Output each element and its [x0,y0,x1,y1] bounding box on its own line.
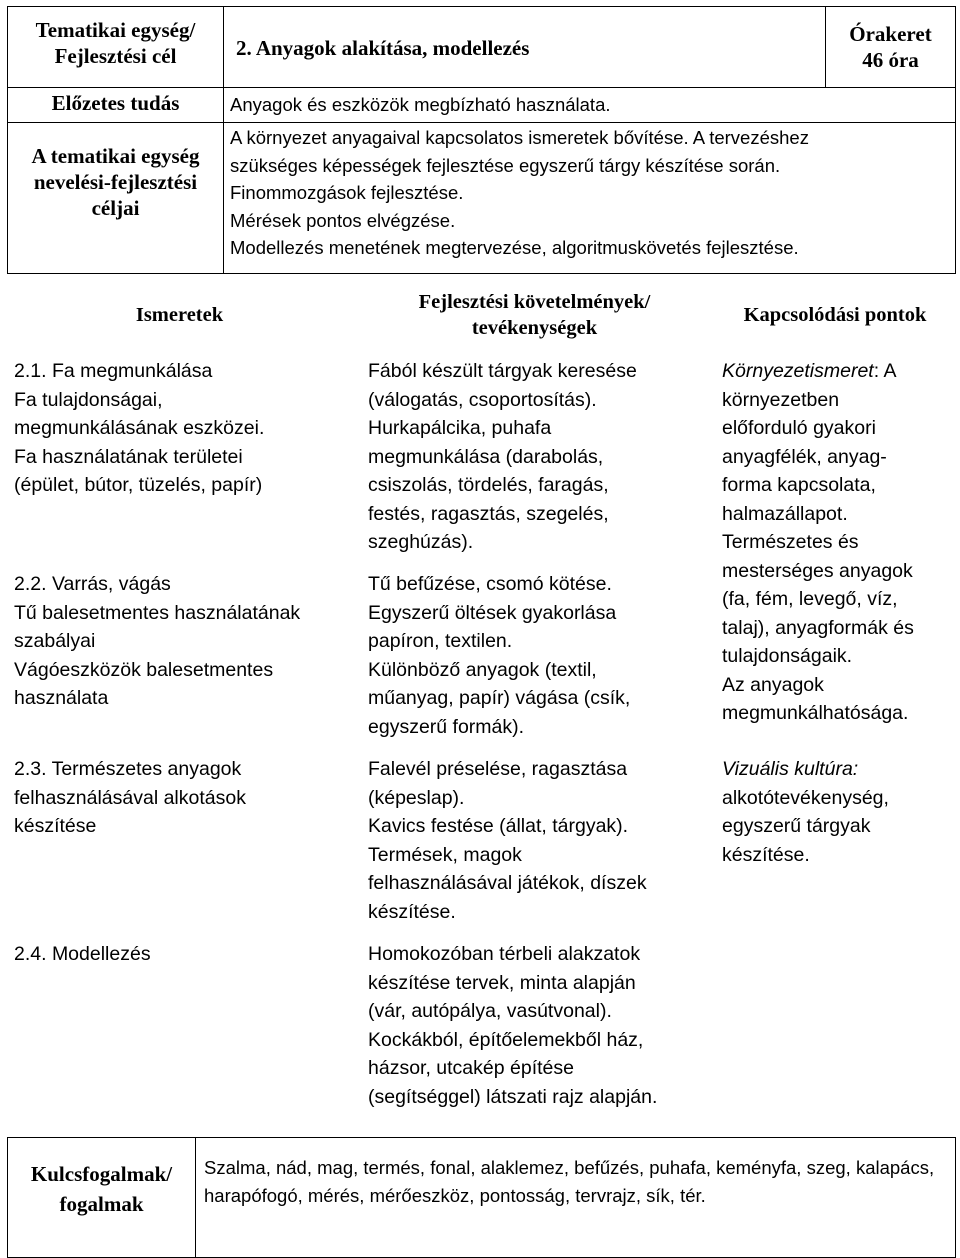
requirements-block: Fából készült tárgyak keresése (válogatás, csoportosítás). Hurkapálcika, puhafa megmunkálása (darabolás, csiszolás, tördelés, faragás, festés, ragasztás, szegelés, szeghúzás). [368,360,637,553]
knowledge-block: 2.4. Modellezés [14,943,151,965]
keywords-text: Szalma, nád, mag, termés, fonal, alaklemez, befűzés, puhafa, keményfa, szeg, kalapács, harapófogó, mérés, mérőeszköz, pontosság, tervrajz, sík, tér. [196,1138,956,1258]
goals-label-cell [8,123,224,274]
knowledge-header: Ismeretek [135,304,224,326]
knowledge-block: 2.1. Fa megmunkálása Fa tulajdonságai, megmunkálásának eszközei. Fa használatának területei (épület, bútor, tüzelés, papír) [14,360,265,496]
goals-label: A tematikai egység nevelési-fejlesztési céljai [31,144,200,220]
unit-title-cell [224,7,826,88]
unit-title: 2. Anyagok alakítása, modellezés [236,36,530,60]
prior-knowledge-label: Előzetes tudás [51,91,180,115]
prior-knowledge-cell [224,88,956,123]
goals-line: A környezet anyagaival kapcsolatos ismeretek bővítése. A tervezéshez [230,127,809,148]
goals-cell [224,123,956,274]
knowledge-block: 2.2. Varrás, vágás Tű balesetmentes használatának szabályai Vágóeszközök balesetmentes használata [14,573,301,709]
knowledge-block: 2.3. Természetes anyagok felhasználásával alkotások készítése [14,758,246,837]
connections-column [722,357,958,728]
environment-text: : A környezetben előforduló gyakori anyagfélék, anyag- forma kapcsolata, halmazállapot. Természetes és mesterséges anyagok (fa, fém, levegő, víz, talaj), anyagformák és tulajdonságaik. Az anyagok megmunkálhatósága. [722,360,914,724]
unit-label-cell [8,7,224,88]
keywords-table [7,1137,956,1258]
header-table [7,6,956,274]
unit-label: Tematikai egység/ Fejlesztési cél [35,18,196,68]
goals-line: szükséges képességek fejlesztése egyszerű tárgy készítése során. [230,154,781,176]
hours-value: 46 óra [862,48,919,72]
prior-knowledge-label-cell [8,88,224,123]
visual-text: alkotótevékenység, egyszerű tárgyak készítése. [722,786,889,866]
visual-culture-block [722,755,958,869]
goals-line: Mérések pontos elvégzése. [230,209,456,231]
requirements-header: Fejlesztési követelmények/ tevékenységek [418,291,651,339]
requirements-block: Falevél préselése, ragasztása (képeslap). Kavics festése (állat, tárgyak). Termések, magok felhasználásával játékok, díszek készítése. [368,758,647,923]
goals-line: Finommozgások fejlesztése. [230,182,464,203]
visual-subject: Vizuális kultúra: [722,758,859,780]
keywords-label: Kulcsfogalmak/ fogalmak [8,1138,196,1258]
connections-header: Kapcsolódási pontok [743,304,927,326]
prior-knowledge-text: Anyagok és eszközök megbízható használata. [230,94,611,115]
goals-line: Modellezés menetének megtervezése, algoritmuskövetés fejlesztése. [230,237,799,258]
requirements-block: Tű befűzése, csomó kötése. Egyszerű öltések gyakorlása papíron, textilen. Különböző anyagok (textil, műanyag, papír) vágása (csík, egyszerű formák). [368,573,631,738]
hours-label: Órakeret [849,22,932,46]
environment-subject: Környezetismeret [722,360,874,382]
hours-cell [826,7,956,88]
requirements-block: Homokozóban térbeli alakzatok készítése tervek, minta alapján (vár, autópálya, vasútvonal). Kockákból, építőelemekből ház, házsor, utcakép építése (segítséggel) látszati rajz alapján. [368,943,658,1108]
